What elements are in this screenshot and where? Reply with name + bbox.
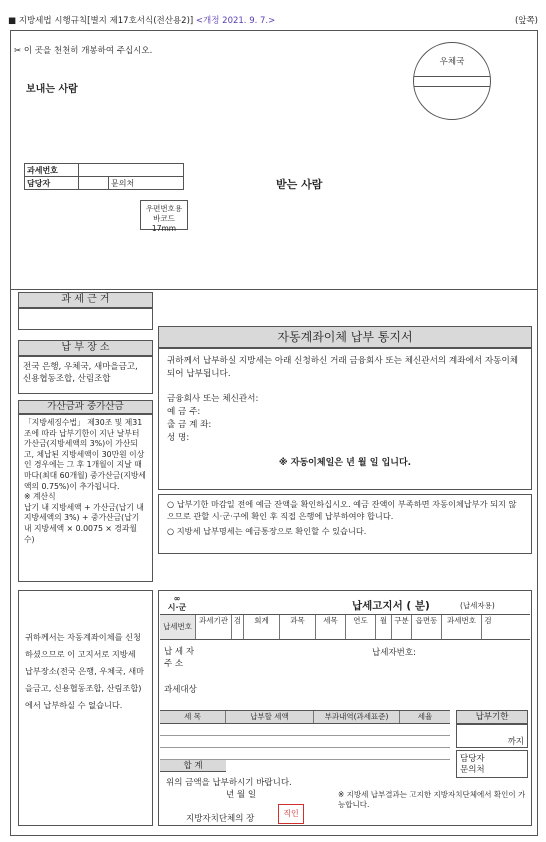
pay-place-title: 납 부 장 소 <box>18 340 153 356</box>
th-rate: 세율 <box>417 712 433 721</box>
due-until: 까지 <box>456 724 528 748</box>
taxpayer-label: 납 세 자 <box>164 647 195 657</box>
bill-footnote: ※ 지방세 납부결과는 고지한 지방자치단체에서 확인이 가능합니다. <box>338 790 526 809</box>
receipt-text: 위의 금액을 납부하시기 바랍니다. <box>166 778 292 788</box>
notice-bullets <box>158 494 532 554</box>
officer-label: 담당자 <box>25 177 79 190</box>
scissors-icon: ✂ <box>14 46 22 56</box>
amount-table <box>160 710 450 772</box>
penalty-box <box>18 414 153 582</box>
logo-icon: ∞ <box>173 594 181 603</box>
notice-body-box <box>158 348 532 490</box>
bank-label: 금융회사 또는 체신관서: <box>167 394 259 404</box>
auto-transfer-notice: 귀하께서는 자동계좌이체를 신청하셨으므로 이 고지서로 지방세 납부장소(전국 은행, 우체국, 새마을금고, 신용협동조합, 산림조합)에서 납부하실 수 없습니다. <box>18 590 153 826</box>
head-label: 지방자치단체의 장 <box>186 814 255 824</box>
inquiry-label: 문의처 <box>109 177 184 190</box>
taxpayer-block <box>164 646 197 696</box>
municipal-logo: ∞ 시·군 <box>164 594 190 612</box>
calc-title: ※ 계산식 <box>24 492 56 502</box>
col-tax-no: 과세번호 <box>442 615 482 639</box>
col-type: 구분 <box>392 615 412 639</box>
col-check-2: 검 <box>484 616 492 625</box>
col-agency: 과세기관 <box>196 615 232 639</box>
account-label: 출 금 계 좌: <box>167 420 212 430</box>
envelope-info-box <box>24 163 184 190</box>
issue-date: 년 월 일 <box>226 790 257 800</box>
tax-basis-box <box>18 308 153 330</box>
form-code: ■ 지방세법 시행규칙[별지 제17호서식(전산용2)] <box>8 16 194 26</box>
col-year: 연도 <box>346 615 376 639</box>
due-date-label: 납부기한 <box>456 710 528 724</box>
notice-bullet-2: ○ 지방세 납부명세는 예금통장으로 확인할 수 있습니다. <box>167 526 367 536</box>
table-row <box>160 736 450 748</box>
postal-office-label: 우체국 <box>439 57 465 67</box>
tax-number-row <box>160 614 530 640</box>
col-subject: 과목 <box>280 615 316 639</box>
penalty-title: 가산금과 중가산금 <box>18 400 153 414</box>
official-stamp: 직인 <box>278 804 304 824</box>
transfer-date-line: ※ 자동이체일은 년 월 일 입니다. <box>278 458 412 468</box>
postmark-circle <box>413 42 491 120</box>
table-row <box>160 724 450 736</box>
cut-notice: ✂ 이 곳을 천천히 개봉하여 주십시오. <box>14 46 153 56</box>
table-row <box>160 748 450 760</box>
depositor-label: 예 금 주: <box>167 407 201 417</box>
col-check-1: 검 <box>232 615 244 639</box>
barcode-area: 우편번호용 바코드 17mm <box>140 200 188 230</box>
tax-basis-title: 과 세 근 거 <box>18 292 153 308</box>
th-basis: 부과내역(과세표준) <box>314 711 400 723</box>
col-tax-number: 납세번호 <box>160 615 196 639</box>
bill-title: 납세고지서 ( 분) <box>352 600 430 612</box>
col-tax-item: 세목 <box>316 615 346 639</box>
form-header <box>8 14 538 28</box>
page-side: (앞쪽) <box>514 16 538 26</box>
address-label: 주 소 <box>164 659 184 669</box>
penalty-text: 「지방세징수법」 제30조 및 제31조에 따라 납부기한이 지난 날부터 가산금(지방세액의 3%)이 가산되고, 체납된 지방세액이 30만원 이상인 경우에는 그 후 1개월이 지날 때마다(최대 60개월) 중가산금(지방세액의 0.75%)이 추가됩니다. <box>24 418 146 491</box>
col-month: 월 <box>376 615 392 639</box>
notice-bullet-1: ○ 납부기한 마감일 전에 예금 잔액을 확인하십시오. 예금 잔액이 부족하면 자동이체납부가 되지 않으므로 관할 시·군·구에 확인 후 직접 은행에 납부하여야 합니다. <box>167 499 517 521</box>
col-district: 읍면동 <box>412 615 442 639</box>
bill-copy-label: (납세자용) <box>460 601 495 610</box>
pay-place-text: 전국 은행, 우체국, 새마을금고, 신용협동조합, 산림조합 <box>18 356 153 394</box>
bill-officer: 담당자 문의처 <box>456 750 528 778</box>
recipient-label: 받는 사람 <box>276 178 323 191</box>
th-tax-item: 세 목 <box>160 711 226 723</box>
notice-title: 자동계좌이체 납부 통지서 <box>158 326 532 348</box>
taxpayer-no-label: 납세자번호: <box>372 648 416 658</box>
tax-no-label: 과세번호 <box>25 164 79 177</box>
th-amount: 납부할 세액 <box>226 711 314 723</box>
col-account: 회계 <box>244 615 280 639</box>
revision-date: <개정 2021. 9. 7.> <box>195 16 276 26</box>
notice-body: 귀하께서 납부하실 지방세는 아래 신청하신 거래 금융회사 또는 체신관서의 계좌에서 자동이체되어 납부됩니다. <box>167 356 519 379</box>
tax-object-label: 과세대상 <box>164 685 197 695</box>
sender-label: 보내는 사람 <box>26 84 78 95</box>
name-label: 성 명: <box>167 433 190 443</box>
total-label: 합 계 <box>160 760 226 772</box>
calc-text: 납기 내 지방세액 + 가산금(납기 내 지방세액의 3%) + 중가산금(납기 내 지방세액 × 0.0075 × 경과월수) <box>24 502 144 544</box>
tax-no-value <box>79 164 184 177</box>
divider <box>10 289 538 290</box>
